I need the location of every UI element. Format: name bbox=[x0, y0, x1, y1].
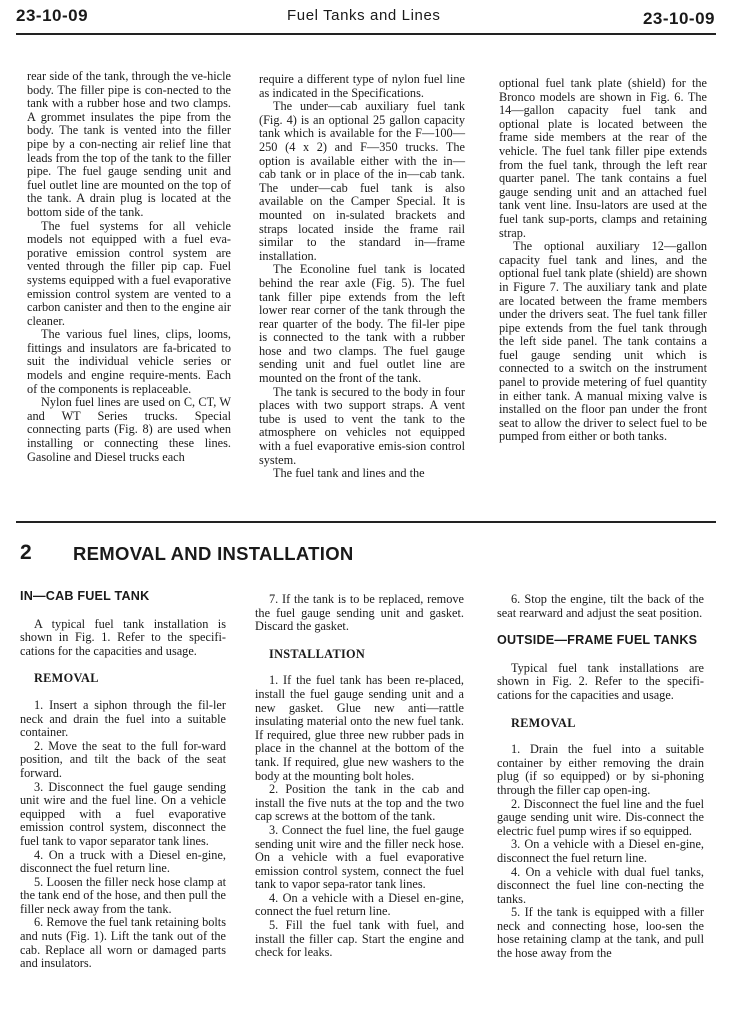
section-divider bbox=[16, 521, 716, 523]
top-column-3 bbox=[499, 77, 707, 444]
section-title: REMOVAL AND INSTALLATION bbox=[73, 543, 354, 564]
paragraph: require a different type of nylon fuel line as indicated in the Specifications. bbox=[259, 72, 465, 100]
step: 2. Disconnect the fuel line and the fuel gauge sending unit wire. Dis-connect the electric fuel pump wires if so equipped. bbox=[497, 796, 704, 838]
step: 4. On a vehicle with a Diesel en-gine, connect the fuel return line. bbox=[255, 890, 464, 919]
page-number-left: 23-10-09 bbox=[16, 6, 89, 25]
paragraph: The fuel tank and lines and the bbox=[273, 466, 425, 481]
page-header bbox=[0, 0, 733, 36]
bottom-column-3 bbox=[497, 593, 704, 961]
paragraph: The tank is secured to the body in four places with two support straps. A vent tube is used to vent the tank to the atmosphere on vehicles not equipped with a fuel evaporative emis-sion control system. bbox=[259, 384, 465, 467]
paragraph: The fuel systems for all vehicle models not equipped with a fuel eva-porative emission control system are vented through the filler pip cap. Fuel systems equipped with a fuel evaporative emission control system are vented to a carbon canister and then to the engine air cleaner. bbox=[27, 218, 231, 328]
subsection-heading: IN—CAB FUEL TANK bbox=[20, 589, 150, 603]
procedure-heading: REMOVAL bbox=[511, 715, 576, 730]
step: 5. If the tank is equipped with a filler neck and connecting hose, loo-sen the hose retaining clamp at the tank, and pull the hose away from the bbox=[497, 905, 704, 961]
step: 1. Insert a siphon through the fil-ler neck and drain the fuel into a suitable container. bbox=[20, 697, 226, 740]
section-number: 2 bbox=[20, 541, 32, 564]
step: 3. On a vehicle with a Diesel en-gine, disconnect the fuel return line. bbox=[497, 837, 704, 865]
paragraph: The under—cab auxiliary fuel tank (Fig. 4) is an optional 25 gallon capacity tank which is available for the F—100—250 (4 x 2) and F—350 trucks. The option is available either with the in—cab tank or in place of the in—cab tank. The under—cab fuel tank is also available on the Camper Special. It is mounted on in-sulated brackets and straps located inside the frame rail similar to the standard in—frame installation. bbox=[259, 99, 465, 263]
header-rule bbox=[16, 33, 716, 35]
step: 7. If the tank is to be replaced, remove the fuel gauge sending unit and gasket. Discard the gasket. bbox=[255, 592, 464, 634]
subsection-heading: OUTSIDE—FRAME FUEL TANKS bbox=[497, 633, 698, 648]
step: 4. On a vehicle with dual fuel tanks, disconnect the fuel line con-necting the tanks. bbox=[497, 864, 704, 906]
step: 1. If the fuel tank has been re-placed, install the fuel gauge sending unit and a new gasket. Glue new anti—rattle insulating material onto the new fuel tank. If required, glue three new rubber pads in place in the channel at the bottom of the tank. If required, glue new washers to the body at the mounting bolt holes. bbox=[255, 673, 464, 783]
paragraph: Nylon fuel lines are used on C, CT, W and WT Series trucks. Special connecting parts (Fig. 8) are used when installing or connecting these lines. Gasoline and Diesel trucks each bbox=[27, 395, 231, 464]
bottom-column-1 bbox=[20, 590, 226, 971]
procedure-heading: REMOVAL bbox=[34, 671, 99, 686]
paragraph: The various fuel lines, clips, looms, fittings and insulators are fa-bricated to suit the individual vehicle series or models and engine require-ments. Each of the components is replaceable. bbox=[27, 327, 231, 396]
top-column-1 bbox=[27, 70, 231, 464]
step: 1. Drain the fuel into a suitable container by either removing the drain plug (if so equipped) or by si-phoning through the filler cap open-ing. bbox=[497, 742, 704, 797]
paragraph: A typical fuel tank installation is shown in Fig. 1. Refer to the specifi-cations for the capacities and usage. bbox=[20, 616, 226, 658]
procedure-heading: INSTALLATION bbox=[269, 646, 366, 661]
step: 2. Position the tank in the cab and install the five nuts at the top and the two cap screws at the bottom of the tank. bbox=[255, 782, 464, 824]
page-number-right: 23-10-09 bbox=[642, 9, 715, 28]
paragraph: The optional auxiliary 12—gallon capacity fuel tank and lines, and the optional fuel tank plate (shield) are shown in Figure 7. The auxiliary tank and plate are located between the frame members under the drivers seat. The fuel tank filler pipe extends from the fuel tank through the left side panel. The tank contains a fuel gauge sending unit which is connected to a switch on the instrument panel to provide metering of fuel quantity in either tank. A manual mixing valve is installed on the floor pan under the front seat to allow the driver to select fuel to be pumped from either or both tanks. bbox=[499, 239, 707, 444]
step: 4. On a truck with a Diesel en-gine, disconnect the fuel return line. bbox=[20, 847, 226, 876]
top-column-2 bbox=[259, 73, 465, 481]
paragraph: rear side of the tank, through the ve-hicle body. The filler pipe is con-nected to the tank with a rubber hose and two clamps. A grommet insulates the pipe from the body. The tank is vented into the filler pipe by a con-necting air relief line that leads from the top of the tank to the filler pipe. The fuel gauge sending unit and fuel outlet line are mounted on the top of the tank. A drain plug is located at the bottom side of the tank. bbox=[27, 69, 231, 219]
step: 3. Disconnect the fuel gauge sending unit wire and the fuel line. On a vehicle equipped with a fuel evaporative emission control system, disconnect the fuel tank to vapor separator tank lines. bbox=[20, 779, 226, 848]
paragraph: optional fuel tank plate (shield) for the Bronco models are shown in Fig. 6. The 14—gallon capacity fuel tank and optional plate is located between the frame side members at the rear of the vehicle. The fuel tank filler pipe extends from the fuel tank, through the left rear quarter panel. The tank contains a fuel gauge sending unit and an attached fuel tank vent line. Insu-lators are used at the fuel tank sup-ports, clamps and retaining strap. bbox=[499, 76, 707, 240]
step: 5. Loosen the filler neck hose clamp at the tank end of the hose, and then pull the filler neck away from the tank. bbox=[20, 874, 226, 916]
paragraph: Typical fuel tank installations are shown in Fig. 2. Refer to the specifi-cations for the capacities and usage. bbox=[497, 660, 704, 702]
step: 6. Remove the fuel tank retaining bolts and nuts (Fig. 1). Lift the tank out of the cab. Replace all worn or damaged parts and insulators. bbox=[20, 915, 226, 971]
step: 3. Connect the fuel line, the fuel gauge sending unit wire and the filler neck hose. On a vehicle with a fuel evaporative emission control system, connect the fuel tank to vapor sepa-rator tank lines. bbox=[255, 822, 464, 892]
step: 2. Move the seat to the full for-ward position, and tilt the back of the seat forward. bbox=[20, 738, 226, 780]
running-title: Fuel Tanks and Lines bbox=[287, 7, 441, 24]
paragraph: The Econoline fuel tank is located behind the rear axle (Fig. 5). The fuel tank filler pipe extends from the left lower rear corner of the tank through the rear quarter of the body. The fil-ler pipe is connected to the tank with a rubber hose and two clamps. The fuel gauge sending unit and fuel outlet line are mounted on the front of the tank. bbox=[259, 262, 465, 386]
bottom-column-2 bbox=[255, 593, 464, 960]
step: 6. Stop the engine, tilt the back of the seat rearward and adjust the seat position. bbox=[497, 592, 704, 620]
step: 5. Fill the fuel tank with fuel, and install the filler cap. Start the engine and check for leaks. bbox=[255, 918, 464, 960]
